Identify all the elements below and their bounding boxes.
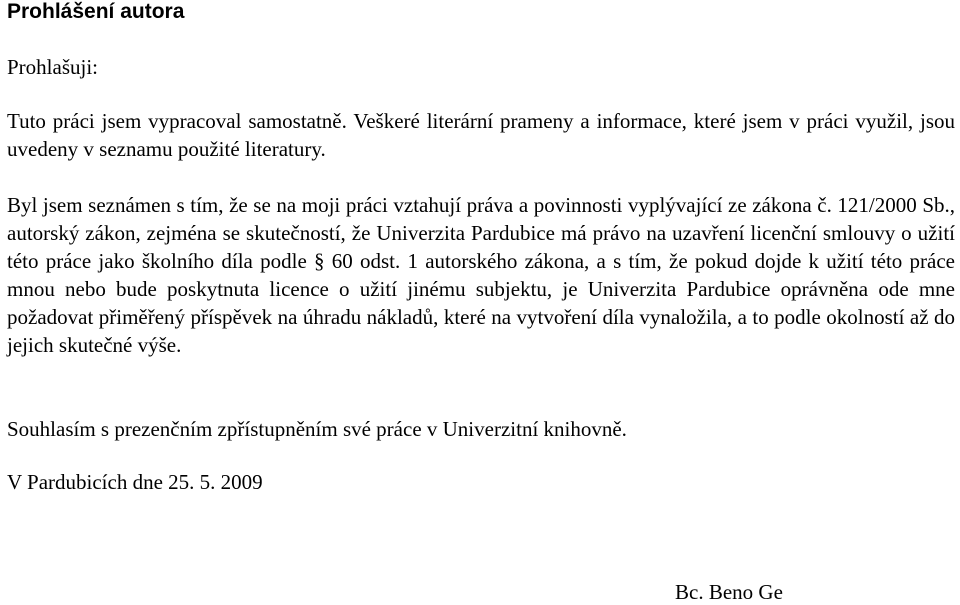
- paragraph-authorship: Tuto práci jsem vypracoval samostatně. Veškeré literární prameny a informace, které jsem v práci využil, jsou uvedeny v seznamu použité literatury.: [7, 109, 955, 161]
- paragraph-copyright: Byl jsem seznámen s tím, že se na moji práci vztahují práva a povinnosti vyplývající ze zákona č. 121/2000 Sb., autorský zákon, zejména se skutečností, že Univerzita Pardubice má právo na uzavření licenční smlouvy o užití této práce jako školního díla podle § 60 odst. 1 autorského zákona, a s tím, že pokud dojde k užití této práce mnou nebo bude poskytnuta licence o užití jinému subjektu, je Univerzita Pardubice oprávněna ode mne požadovat přiměřený příspěvek na úhradu nákladů, které na vytvoření díla vynaložila, a to podle okolností až do jejich skutečné výše.: [7, 193, 955, 357]
- intro-text: Prohlašuji:: [7, 55, 99, 79]
- paragraph-consent: Souhlasím s prezenčním zpřístupněním své práce v Univerzitní knihovně.: [7, 417, 627, 441]
- author-signature: Bc. Beno Ge: [675, 580, 783, 604]
- page-title: Prohlášení autora: [7, 0, 185, 23]
- date-line: V Pardubicích dne 25. 5. 2009: [7, 470, 263, 494]
